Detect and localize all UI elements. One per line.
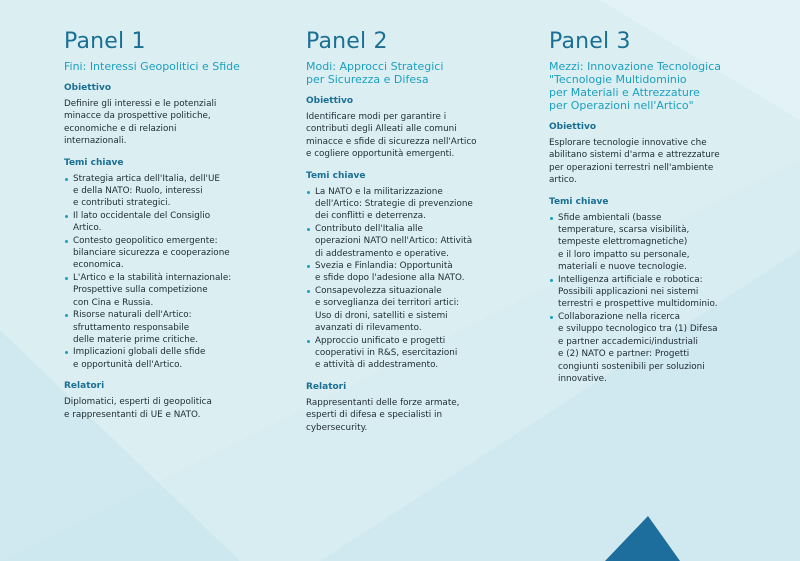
panel-title: Panel 1 — [64, 29, 146, 54]
speakers-heading: Relatori — [64, 381, 105, 392]
list-item: Contributo dell'Italia alle operazioni NATO nell'Artico: Attività di addestramento e operative. — [315, 223, 501, 260]
list-item: Svezia e Finlandia: Opportunità e sfide dopo l'adesione alla NATO. — [315, 260, 501, 285]
list-item: Il lato occidentale del Consiglio Artico. — [73, 210, 264, 235]
list-item: L'Artico e la stabilità internazionale: Prospettive sulla competizione con Cina e Russia. — [73, 272, 264, 309]
objective-heading: Obiettivo — [306, 96, 354, 106]
themes-list — [306, 186, 501, 372]
panel-2 — [306, 30, 501, 434]
panel-subtitle: Modi: Approcci Strategici per Sicurezza e Difesa — [306, 60, 444, 86]
themes-heading: Temi chiave — [306, 170, 366, 181]
panel-subtitle: Mezzi: Innovazione Tecnologica "Tecnologie Multidominio per Materiali e Attrezzature per Operazioni nell'Artico" — [549, 60, 722, 112]
list-item: Risorse naturali dell'Artico: sfruttamento responsabile delle materie prime critiche. — [73, 309, 264, 346]
list-item: Sfide ambientali (basse temperature, scarsa visibilità, tempeste elettromagnetiche) e il loro impatto su personale, materiali e nuove tecnologie. — [558, 212, 749, 274]
themes-heading: Temi chiave — [64, 157, 124, 168]
themes-heading: Temi chiave — [549, 196, 609, 207]
panel-title: Panel 2 — [306, 29, 388, 54]
panel-subtitle: Fini: Interessi Geopolitici e Sfide — [64, 60, 240, 73]
objective-heading: Obiettivo — [549, 122, 597, 132]
list-item: Consapevolezza situazionale e sorveglianza dei territori artici: Uso di droni, satelliti e sistemi avanzati di rilevamento. — [315, 285, 501, 335]
themes-list — [549, 212, 749, 386]
list-item: Implicazioni globali delle sfide e opportunità dell'Artico. — [73, 346, 264, 371]
panel-title: Panel 3 — [549, 29, 631, 54]
objective-heading: Obiettivo — [64, 83, 112, 93]
objective-text: Identificare modi per garantire i contributi degli Alleati alle comuni minacce e sfide di sicurezza nell'Artico e cogliere opportunità emergenti. — [306, 112, 477, 160]
objective-text: Definire gli interessi e le potenziali minacce da prospettive politiche, economiche e di relazioni internazionali. — [64, 99, 217, 147]
panel-3 — [549, 30, 749, 385]
list-item: La NATO e la militarizzazione dell'Artico: Strategie di prevenzione dei conflitti e deterrenza. — [315, 186, 501, 223]
objective-text: Esplorare tecnologie innovative che abilitano sistemi d'arma e attrezzature per operazioni terrestri nell'ambiente artico. — [549, 138, 720, 186]
list-item: Contesto geopolitico emergente: bilanciare sicurezza e cooperazione economica. — [73, 235, 264, 272]
list-item: Intelligenza artificiale e robotica: Possibili applicazioni nei sistemi terrestri e prospettive multidominio. — [558, 274, 749, 311]
list-item: Strategia artica dell'Italia, dell'UE e della NATO: Ruolo, interessi e contributi strategici. — [73, 173, 264, 210]
speakers-text: Rappresentanti delle forze armate, esperti di difesa e specialisti in cybersecurity. — [306, 397, 460, 433]
themes-list — [64, 173, 264, 372]
speakers-heading: Relatori — [306, 381, 347, 392]
speakers-text: Diplomatici, esperti di geopolitica e rappresentanti di UE e NATO. — [64, 397, 212, 420]
list-item: Collaborazione nella ricerca e sviluppo tecnologico tra (1) Difesa e partner accademici/industriali e (2) NATO e partner: Progetti congiunti sostenibili per soluzioni innovative. — [558, 311, 749, 385]
list-item: Approccio unificato e progetti cooperativi in R&S, esercitazioni e attività di addestramento. — [315, 335, 501, 372]
panel-1 — [64, 30, 264, 421]
